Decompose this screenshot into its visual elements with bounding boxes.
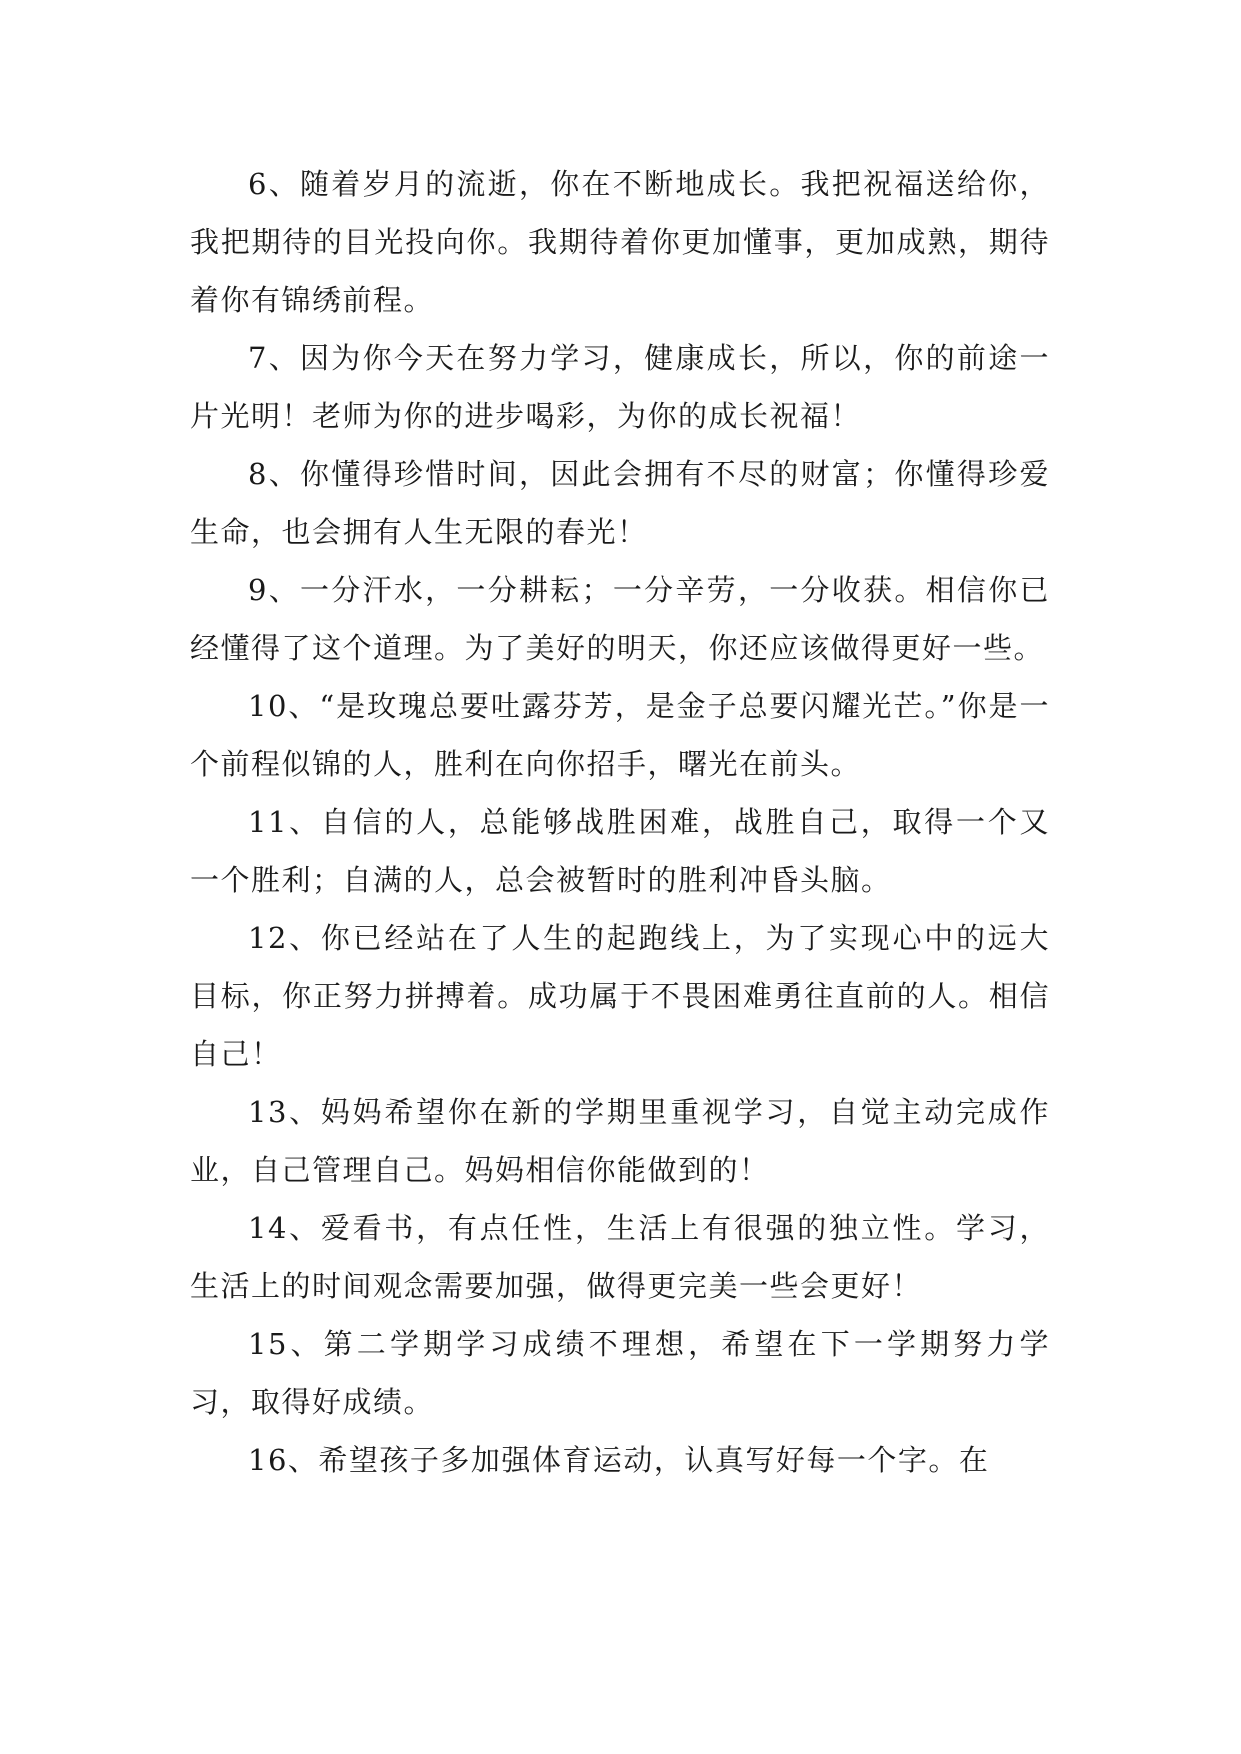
document-body [190,155,1050,1489]
paragraph-6: 6、随着岁月的流逝，你在不断地成长。我把祝福送给你，我把期待的目光投向你。我期待着你更加懂事，更加成熟，期待着你有锦绣前程。 [190,167,1050,317]
paragraph-10: 10、“是玫瑰总要吐露芬芳，是金子总要闪耀光芒。”你是一个前程似锦的人，胜利在向你招手，曙光在前头。 [190,689,1050,781]
paragraph-15: 15、第二学期学习成绩不理想，希望在下一学期努力学习，取得好成绩。 [190,1327,1050,1419]
paragraph-11: 11、自信的人，总能够战胜困难，战胜自己，取得一个又一个胜利；自满的人，总会被暂时的胜利冲昏头脑。 [190,805,1050,897]
paragraph-7: 7、因为你今天在努力学习，健康成长，所以，你的前途一片光明！老师为你的进步喝彩，为你的成长祝福！ [190,341,1050,433]
paragraph-9: 9、一分汗水，一分耕耘；一分辛劳，一分收获。相信你已经懂得了这个道理。为了美好的明天，你还应该做得更好一些。 [190,573,1050,665]
paragraph-12: 12、你已经站在了人生的起跑线上，为了实现心中的远大目标，你正努力拼搏着。成功属于不畏困难勇往直前的人。相信自己！ [190,921,1050,1071]
paragraph-16: 16、希望孩子多加强体育运动，认真写好每一个字。在 [248,1443,990,1477]
paragraph-8: 8、你懂得珍惜时间，因此会拥有不尽的财富；你懂得珍爱生命，也会拥有人生无限的春光！ [190,457,1050,549]
paragraph-14: 14、爱看书，有点任性，生活上有很强的独立性。学习，生活上的时间观念需要加强，做得更完美一些会更好！ [190,1211,1050,1303]
paragraph-13: 13、妈妈希望你在新的学期里重视学习，自觉主动完成作业，自己管理自己。妈妈相信你能做到的！ [190,1095,1050,1187]
